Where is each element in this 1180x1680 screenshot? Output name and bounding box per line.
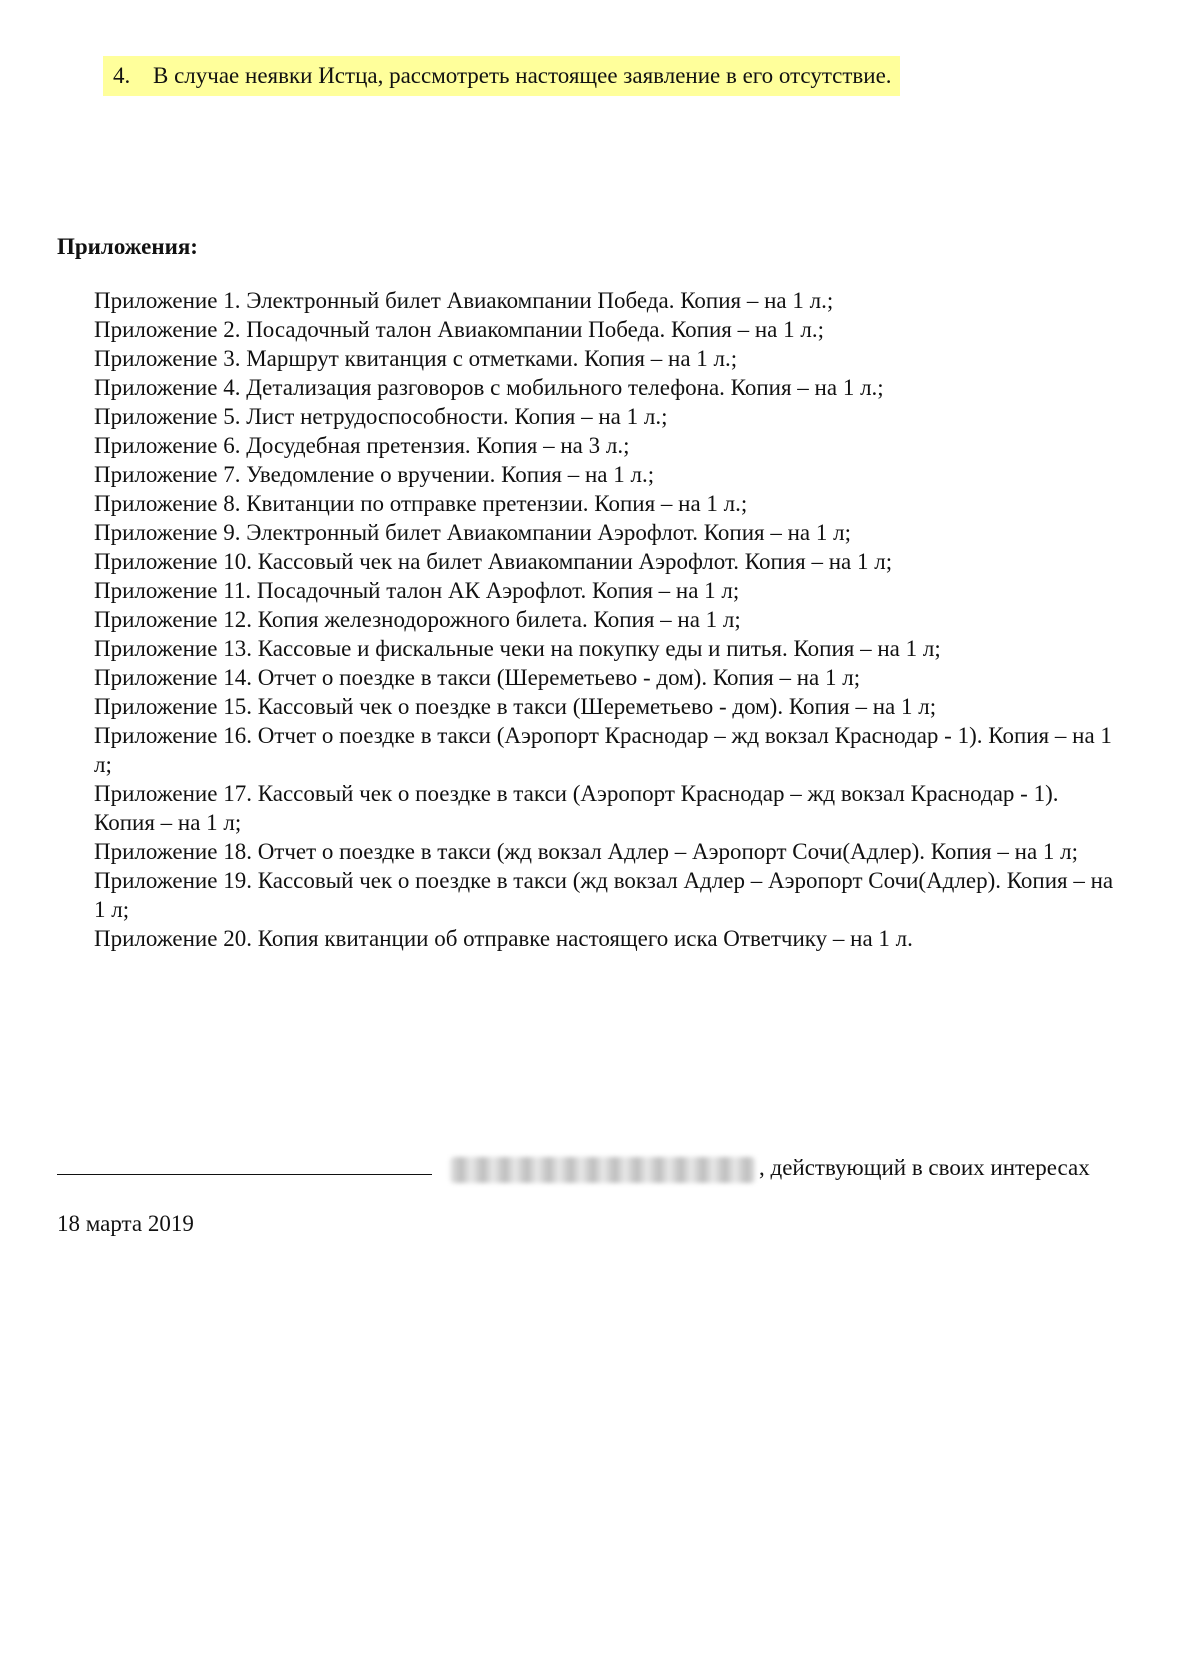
- attachment-item: Приложение 5. Лист нетрудоспособности. Копия – на 1 л.;: [94, 404, 668, 429]
- signature-line: [57, 1154, 432, 1175]
- attachment-item: Приложение 11. Посадочный талон АК Аэрофлот. Копия – на 1 л;: [94, 578, 740, 603]
- attachment-item: Приложение 6. Досудебная претензия. Копия – на 3 л.;: [94, 433, 630, 458]
- signature-row: [57, 1153, 1127, 1183]
- attachments-list: [94, 286, 1124, 953]
- attachment-item: Приложение 13. Кассовые и фискальные чеки на покупку еды и питья. Копия – на 1 л;: [94, 636, 941, 661]
- attachment-item: Приложение 4. Детализация разговоров с мобильного телефона. Копия – на 1 л.;: [94, 375, 884, 400]
- attachment-item: Приложение 16. Отчет о поездке в такси (Аэропорт Краснодар – жд вокзал Краснодар - 1). Копия – на 1 л;: [94, 723, 1112, 777]
- attachment-item: Приложение 7. Уведомление о вручении. Копия – на 1 л.;: [94, 462, 655, 487]
- attachment-item: Приложение 9. Электронный билет Авиакомпании Аэрофлот. Копия – на 1 л;: [94, 520, 851, 545]
- attachment-item: Приложение 8. Квитанции по отправке претензии. Копия – на 1 л.;: [94, 491, 748, 516]
- signature-suffix: , действующий в своих интересах: [759, 1155, 1090, 1180]
- request-item-number: 4.: [113, 63, 131, 88]
- attachment-item: Приложение 1. Электронный билет Авиакомпании Победа. Копия – на 1 л.;: [94, 288, 834, 313]
- attachment-item: Приложение 12. Копия железнодорожного билета. Копия – на 1 л;: [94, 607, 741, 632]
- request-item-4: [103, 56, 900, 96]
- attachment-item: Приложение 2. Посадочный талон Авиакомпании Победа. Копия – на 1 л.;: [94, 317, 825, 342]
- attachment-item: Приложение 14. Отчет о поездке в такси (Шереметьево - дом). Копия – на 1 л;: [94, 665, 861, 690]
- document-date: 18 марта 2019: [57, 1211, 194, 1236]
- attachment-item: Приложение 15. Кассовый чек о поездке в такси (Шереметьево - дом). Копия – на 1 л;: [94, 694, 937, 719]
- attachment-item: Приложение 17. Кассовый чек о поездке в такси (Аэропорт Краснодар – жд вокзал Краснодар - 1). Копия – на 1 л;: [94, 781, 1059, 835]
- attachment-item: Приложение 20. Копия квитанции об отправке настоящего иска Ответчику – на 1 л.: [94, 926, 913, 951]
- request-item-text: В случае неявки Истца, рассмотреть настоящее заявление в его отсутствие.: [153, 63, 892, 88]
- attachment-item: Приложение 10. Кассовый чек на билет Авиакомпании Аэрофлот. Копия – на 1 л;: [94, 549, 893, 574]
- attachment-item: Приложение 19. Кассовый чек о поездке в такси (жд вокзал Адлер – Аэропорт Сочи(Адлер). Копия – на 1 л;: [94, 868, 1114, 922]
- attachment-item: Приложение 3. Маршрут квитанция с отметками. Копия – на 1 л.;: [94, 346, 738, 371]
- attachments-heading: Приложения:: [57, 234, 198, 259]
- redacted-signer-name: [450, 1157, 755, 1183]
- attachment-item: Приложение 18. Отчет о поездке в такси (жд вокзал Адлер – Аэропорт Сочи(Адлер). Копия – на 1 л;: [94, 839, 1079, 864]
